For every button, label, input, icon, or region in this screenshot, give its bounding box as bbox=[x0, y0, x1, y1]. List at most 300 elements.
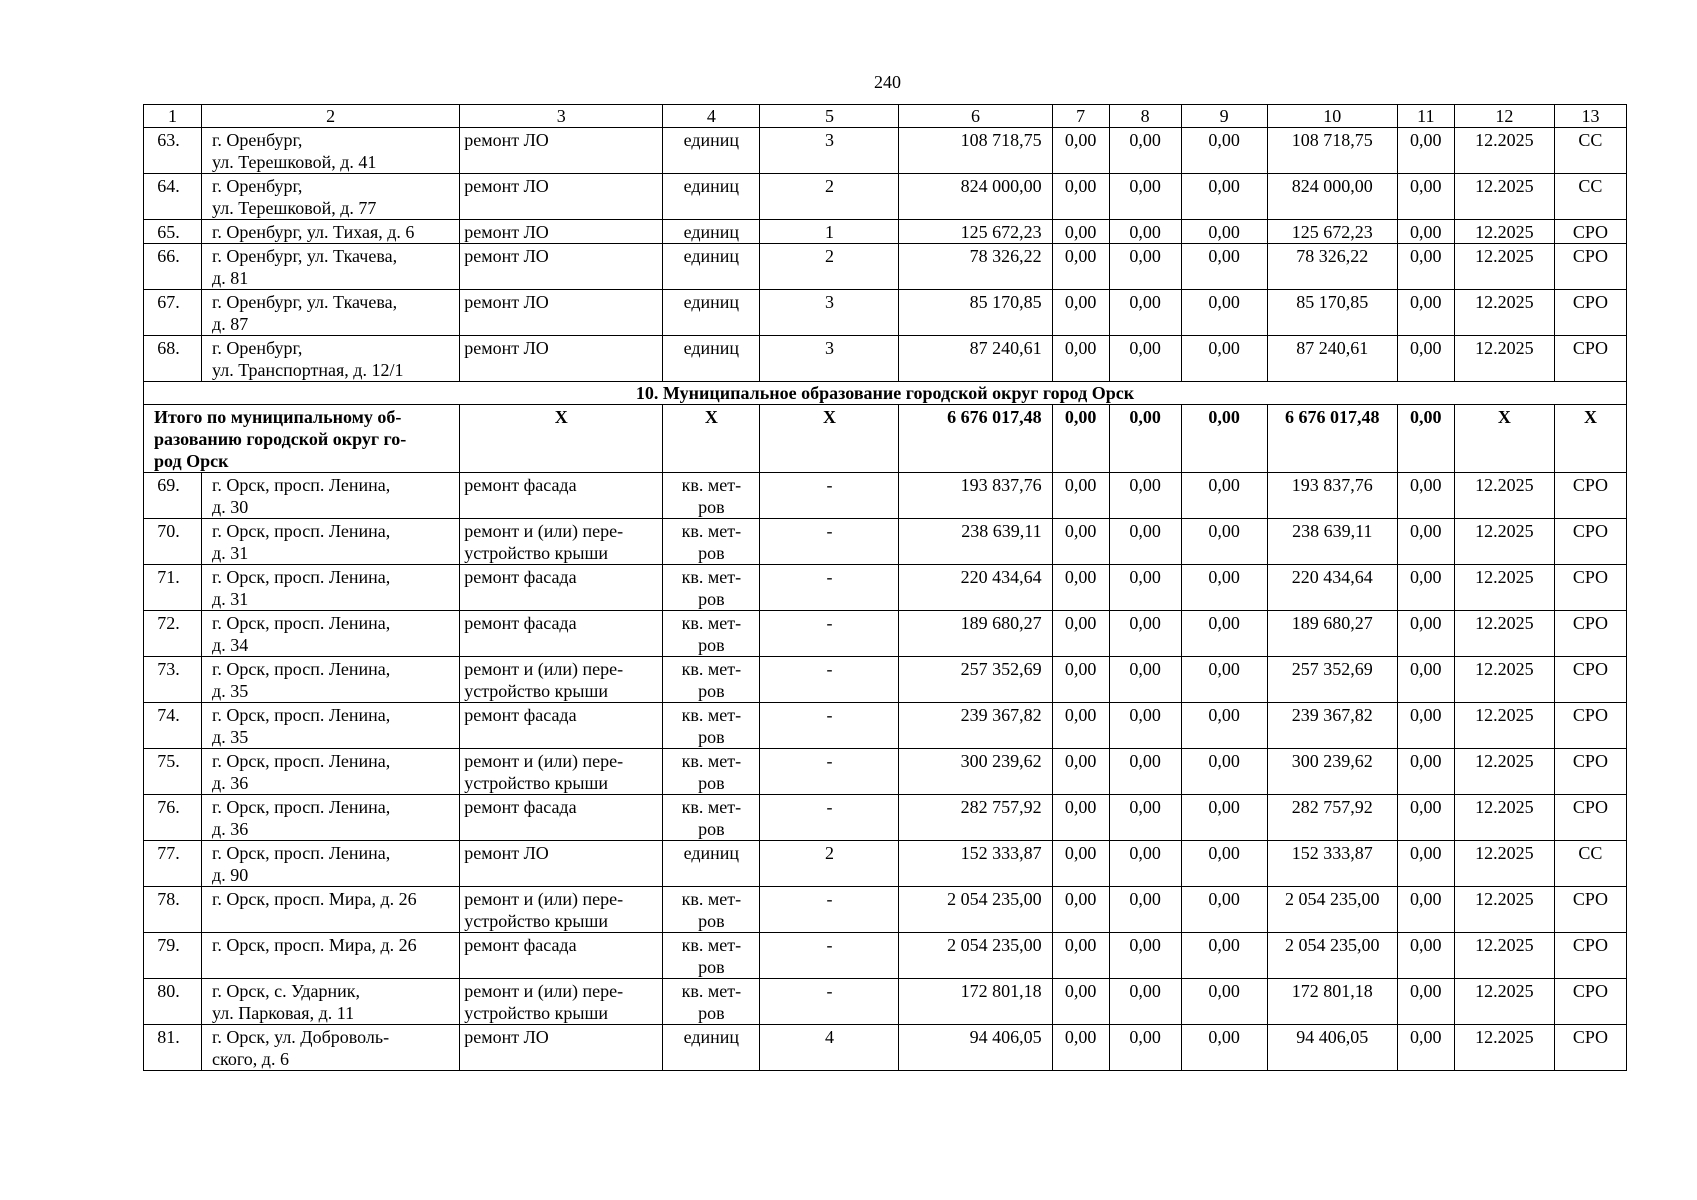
col10-cell: 257 352,69 bbox=[1267, 657, 1397, 703]
unit-cell-line: ров bbox=[698, 681, 725, 701]
deadline-cell: 12.2025 bbox=[1454, 290, 1554, 336]
col10-cell: 78 326,22 bbox=[1267, 244, 1397, 290]
col9-cell: 0,00 bbox=[1181, 220, 1267, 244]
col11-cell: 0,00 bbox=[1397, 749, 1454, 795]
unit-cell-line: ров bbox=[698, 497, 725, 517]
column-header: 6 bbox=[899, 105, 1052, 128]
method-cell: СРО bbox=[1554, 611, 1626, 657]
work-type-cell-line: ремонт ЛО bbox=[464, 292, 549, 312]
col11-cell: 0,00 bbox=[1397, 841, 1454, 887]
col7-cell: 0,00 bbox=[1052, 1025, 1109, 1071]
col9-cell: 0,00 bbox=[1181, 128, 1267, 174]
total-cost-cell: 824 000,00 bbox=[899, 174, 1052, 220]
table-row bbox=[144, 519, 1627, 565]
deadline-cell: 12.2025 bbox=[1454, 220, 1554, 244]
row-number: 74. bbox=[144, 703, 202, 749]
unit-cell bbox=[663, 519, 760, 565]
total-cost-cell: 125 672,23 bbox=[899, 220, 1052, 244]
column-header: 3 bbox=[460, 105, 663, 128]
address-cell-line: г. Оренбург, bbox=[212, 130, 303, 150]
unit-cell-line: единиц bbox=[683, 246, 740, 266]
work-type-cell-line: ремонт фасада bbox=[464, 567, 577, 587]
unit-cell-line: ров bbox=[698, 727, 725, 747]
unit-cell-line: единиц bbox=[683, 222, 740, 242]
total-c11-cell: 0,00 bbox=[1397, 405, 1454, 473]
address-cell bbox=[202, 220, 460, 244]
unit-cell-line: кв. мет- bbox=[681, 935, 742, 955]
unit-cell bbox=[663, 703, 760, 749]
table-row bbox=[144, 703, 1627, 749]
work-type-cell-line: устройство крыши bbox=[464, 773, 608, 793]
col9-cell: 0,00 bbox=[1181, 887, 1267, 933]
col10-cell: 172 801,18 bbox=[1267, 979, 1397, 1025]
unit-cell bbox=[663, 565, 760, 611]
unit-cell bbox=[663, 749, 760, 795]
work-type-cell bbox=[460, 703, 663, 749]
col8-cell: 0,00 bbox=[1109, 336, 1181, 382]
total-cost-cell: 189 680,27 bbox=[899, 611, 1052, 657]
col9-cell: 0,00 bbox=[1181, 290, 1267, 336]
total-cost-cell: 238 639,11 bbox=[899, 519, 1052, 565]
unit-cell-line: кв. мет- bbox=[681, 659, 742, 679]
column-header: 1 bbox=[144, 105, 202, 128]
col7-cell: 0,00 bbox=[1052, 244, 1109, 290]
deadline-cell: 12.2025 bbox=[1454, 244, 1554, 290]
col10-cell: 2 054 235,00 bbox=[1267, 933, 1397, 979]
column-header: 13 bbox=[1554, 105, 1626, 128]
deadline-cell: 12.2025 bbox=[1454, 749, 1554, 795]
table-row bbox=[144, 933, 1627, 979]
row-number: 77. bbox=[144, 841, 202, 887]
col8-cell: 0,00 bbox=[1109, 290, 1181, 336]
deadline-cell: 12.2025 bbox=[1454, 657, 1554, 703]
work-type-cell bbox=[460, 336, 663, 382]
address-cell-line: г. Оренбург, bbox=[212, 176, 303, 196]
col7-cell: 0,00 bbox=[1052, 657, 1109, 703]
address-cell-line: г. Орск, просп. Мира, д. 26 bbox=[212, 935, 417, 955]
total-c5-cell: Х bbox=[760, 405, 899, 473]
method-cell: СРО bbox=[1554, 565, 1626, 611]
work-type-cell-line: ремонт и (или) пере- bbox=[464, 889, 624, 909]
method-cell: СРО bbox=[1554, 473, 1626, 519]
deadline-cell: 12.2025 bbox=[1454, 174, 1554, 220]
address-cell-line: г. Орск, с. Ударник, bbox=[212, 981, 360, 1001]
work-type-cell-line: ремонт ЛО bbox=[464, 843, 549, 863]
address-cell bbox=[202, 244, 460, 290]
unit-cell-line: ров bbox=[698, 635, 725, 655]
address-cell bbox=[202, 703, 460, 749]
total-label-line: разованию городской округ го- bbox=[154, 429, 407, 449]
address-cell-line: г. Орск, просп. Ленина, bbox=[212, 521, 391, 541]
work-type-cell bbox=[460, 174, 663, 220]
work-type-cell-line: устройство крыши bbox=[464, 543, 608, 563]
col9-cell: 0,00 bbox=[1181, 611, 1267, 657]
total-c8-cell: 0,00 bbox=[1109, 405, 1181, 473]
address-cell-line: ского, д. 6 bbox=[212, 1049, 289, 1069]
table-row bbox=[144, 220, 1627, 244]
deadline-cell: 12.2025 bbox=[1454, 1025, 1554, 1071]
method-cell: СРО bbox=[1554, 657, 1626, 703]
row-number: 78. bbox=[144, 887, 202, 933]
unit-cell-line: кв. мет- bbox=[681, 705, 742, 725]
col7-cell: 0,00 bbox=[1052, 979, 1109, 1025]
col9-cell: 0,00 bbox=[1181, 703, 1267, 749]
unit-cell-line: ров bbox=[698, 819, 725, 839]
total-cost-cell: 239 367,82 bbox=[899, 703, 1052, 749]
unit-cell bbox=[663, 290, 760, 336]
col8-cell: 0,00 bbox=[1109, 703, 1181, 749]
address-cell bbox=[202, 749, 460, 795]
unit-cell bbox=[663, 887, 760, 933]
col10-cell: 189 680,27 bbox=[1267, 611, 1397, 657]
row-number: 80. bbox=[144, 979, 202, 1025]
method-cell: СРО bbox=[1554, 703, 1626, 749]
work-type-cell bbox=[460, 128, 663, 174]
unit-cell bbox=[663, 933, 760, 979]
deadline-cell: 12.2025 bbox=[1454, 565, 1554, 611]
table-row bbox=[144, 795, 1627, 841]
table-row bbox=[144, 336, 1627, 382]
address-cell-line: г. Орск, просп. Ленина, bbox=[212, 843, 391, 863]
unit-cell-line: ров bbox=[698, 543, 725, 563]
col9-cell: 0,00 bbox=[1181, 749, 1267, 795]
address-cell bbox=[202, 473, 460, 519]
col11-cell: 0,00 bbox=[1397, 244, 1454, 290]
col7-cell: 0,00 bbox=[1052, 336, 1109, 382]
column-header: 9 bbox=[1181, 105, 1267, 128]
col10-cell: 282 757,92 bbox=[1267, 795, 1397, 841]
col10-cell: 85 170,85 bbox=[1267, 290, 1397, 336]
col8-cell: 0,00 bbox=[1109, 519, 1181, 565]
unit-cell bbox=[663, 657, 760, 703]
col11-cell: 0,00 bbox=[1397, 336, 1454, 382]
work-type-cell bbox=[460, 795, 663, 841]
address-cell-line: ул. Терешковой, д. 41 bbox=[212, 152, 377, 172]
row-number: 70. bbox=[144, 519, 202, 565]
total-cost-cell: 2 054 235,00 bbox=[899, 887, 1052, 933]
quantity-cell: 3 bbox=[760, 128, 899, 174]
unit-cell-line: кв. мет- bbox=[681, 613, 742, 633]
col8-cell: 0,00 bbox=[1109, 473, 1181, 519]
work-type-cell-line: ремонт фасада bbox=[464, 705, 577, 725]
total-cost-cell: 193 837,76 bbox=[899, 473, 1052, 519]
deadline-cell: 12.2025 bbox=[1454, 841, 1554, 887]
work-type-cell-line: ремонт ЛО bbox=[464, 246, 549, 266]
column-header: 11 bbox=[1397, 105, 1454, 128]
col8-cell: 0,00 bbox=[1109, 933, 1181, 979]
unit-cell bbox=[663, 841, 760, 887]
address-cell bbox=[202, 979, 460, 1025]
total-c13-cell: Х bbox=[1554, 405, 1626, 473]
col7-cell: 0,00 bbox=[1052, 128, 1109, 174]
column-header: 2 bbox=[202, 105, 460, 128]
unit-cell-line: кв. мет- bbox=[681, 751, 742, 771]
row-number: 73. bbox=[144, 657, 202, 703]
col10-cell: 239 367,82 bbox=[1267, 703, 1397, 749]
unit-cell bbox=[663, 244, 760, 290]
total-cost-cell: 220 434,64 bbox=[899, 565, 1052, 611]
table-row bbox=[144, 887, 1627, 933]
work-type-cell bbox=[460, 244, 663, 290]
col9-cell: 0,00 bbox=[1181, 244, 1267, 290]
column-header: 5 bbox=[760, 105, 899, 128]
quantity-cell: - bbox=[760, 933, 899, 979]
col7-cell: 0,00 bbox=[1052, 611, 1109, 657]
total-row bbox=[144, 405, 1627, 473]
work-type-cell-line: ремонт фасада bbox=[464, 475, 577, 495]
col7-cell: 0,00 bbox=[1052, 290, 1109, 336]
col11-cell: 0,00 bbox=[1397, 174, 1454, 220]
quantity-cell: - bbox=[760, 887, 899, 933]
work-type-cell-line: ремонт и (или) пере- bbox=[464, 521, 624, 541]
table-row bbox=[144, 657, 1627, 703]
address-cell-line: г. Орск, просп. Ленина, bbox=[212, 797, 391, 817]
col11-cell: 0,00 bbox=[1397, 979, 1454, 1025]
address-cell-line: д. 87 bbox=[212, 314, 249, 334]
deadline-cell: 12.2025 bbox=[1454, 795, 1554, 841]
col11-cell: 0,00 bbox=[1397, 657, 1454, 703]
address-cell-line: ул. Транспортная, д. 12/1 bbox=[212, 360, 404, 380]
address-cell-line: д. 30 bbox=[212, 497, 249, 517]
quantity-cell: - bbox=[760, 611, 899, 657]
col8-cell: 0,00 bbox=[1109, 1025, 1181, 1071]
method-cell: СРО bbox=[1554, 290, 1626, 336]
deadline-cell: 12.2025 bbox=[1454, 336, 1554, 382]
unit-cell-line: ров bbox=[698, 589, 725, 609]
address-cell bbox=[202, 933, 460, 979]
deadline-cell: 12.2025 bbox=[1454, 128, 1554, 174]
col11-cell: 0,00 bbox=[1397, 128, 1454, 174]
quantity-cell: - bbox=[760, 473, 899, 519]
address-cell bbox=[202, 290, 460, 336]
quantity-cell: - bbox=[760, 657, 899, 703]
total-label-line: Итого по муниципальному об- bbox=[154, 407, 402, 427]
deadline-cell: 12.2025 bbox=[1454, 887, 1554, 933]
total-cost-cell: 78 326,22 bbox=[899, 244, 1052, 290]
unit-cell-line: ров bbox=[698, 1003, 725, 1023]
col7-cell: 0,00 bbox=[1052, 795, 1109, 841]
unit-cell-line: единиц bbox=[683, 130, 740, 150]
address-cell-line: г. Орск, просп. Мира, д. 26 bbox=[212, 889, 417, 909]
work-type-cell-line: ремонт фасада bbox=[464, 935, 577, 955]
total-cost-cell: 257 352,69 bbox=[899, 657, 1052, 703]
address-cell-line: г. Орск, просп. Ленина, bbox=[212, 613, 391, 633]
col8-cell: 0,00 bbox=[1109, 611, 1181, 657]
col8-cell: 0,00 bbox=[1109, 565, 1181, 611]
col11-cell: 0,00 bbox=[1397, 565, 1454, 611]
quantity-cell: 4 bbox=[760, 1025, 899, 1071]
quantity-cell: - bbox=[760, 979, 899, 1025]
address-cell bbox=[202, 795, 460, 841]
col10-cell: 238 639,11 bbox=[1267, 519, 1397, 565]
method-cell: СРО bbox=[1554, 519, 1626, 565]
address-cell-line: д. 35 bbox=[212, 727, 249, 747]
col11-cell: 0,00 bbox=[1397, 611, 1454, 657]
work-type-cell-line: ремонт ЛО bbox=[464, 1027, 549, 1047]
quantity-cell: 2 bbox=[760, 244, 899, 290]
address-cell bbox=[202, 611, 460, 657]
total-c12-cell: Х bbox=[1454, 405, 1554, 473]
column-header: 10 bbox=[1267, 105, 1397, 128]
col10-cell: 87 240,61 bbox=[1267, 336, 1397, 382]
col10-cell: 193 837,76 bbox=[1267, 473, 1397, 519]
work-type-cell bbox=[460, 979, 663, 1025]
unit-cell-line: ров bbox=[698, 773, 725, 793]
work-type-cell bbox=[460, 657, 663, 703]
col8-cell: 0,00 bbox=[1109, 887, 1181, 933]
column-header: 4 bbox=[663, 105, 760, 128]
col10-cell: 220 434,64 bbox=[1267, 565, 1397, 611]
work-type-cell bbox=[460, 519, 663, 565]
col10-cell: 824 000,00 bbox=[1267, 174, 1397, 220]
address-cell-line: д. 90 bbox=[212, 865, 249, 885]
col7-cell: 0,00 bbox=[1052, 174, 1109, 220]
unit-cell-line: кв. мет- bbox=[681, 889, 742, 909]
address-cell-line: ул. Терешковой, д. 77 bbox=[212, 198, 377, 218]
col11-cell: 0,00 bbox=[1397, 795, 1454, 841]
method-cell: СРО bbox=[1554, 749, 1626, 795]
unit-cell bbox=[663, 220, 760, 244]
table-row bbox=[144, 473, 1627, 519]
work-type-cell bbox=[460, 933, 663, 979]
deadline-cell: 12.2025 bbox=[1454, 933, 1554, 979]
table-row bbox=[144, 174, 1627, 220]
address-cell bbox=[202, 657, 460, 703]
work-type-cell-line: ремонт фасада bbox=[464, 613, 577, 633]
address-cell bbox=[202, 519, 460, 565]
col11-cell: 0,00 bbox=[1397, 519, 1454, 565]
col9-cell: 0,00 bbox=[1181, 565, 1267, 611]
col11-cell: 0,00 bbox=[1397, 703, 1454, 749]
col10-cell: 94 406,05 bbox=[1267, 1025, 1397, 1071]
work-type-cell-line: ремонт и (или) пере- bbox=[464, 981, 624, 1001]
work-type-cell bbox=[460, 887, 663, 933]
unit-cell bbox=[663, 174, 760, 220]
work-type-cell-line: ремонт и (или) пере- bbox=[464, 751, 624, 771]
col11-cell: 0,00 bbox=[1397, 933, 1454, 979]
col8-cell: 0,00 bbox=[1109, 795, 1181, 841]
unit-cell-line: кв. мет- bbox=[681, 475, 742, 495]
unit-cell-line: кв. мет- bbox=[681, 797, 742, 817]
address-cell-line: г. Оренбург, ул. Ткачева, bbox=[212, 292, 398, 312]
total-cost-cell: 85 170,85 bbox=[899, 290, 1052, 336]
work-type-cell-line: ремонт ЛО bbox=[464, 130, 549, 150]
table-row bbox=[144, 565, 1627, 611]
unit-cell-line: ров bbox=[698, 957, 725, 977]
method-cell: СС bbox=[1554, 174, 1626, 220]
col11-cell: 0,00 bbox=[1397, 220, 1454, 244]
col10-cell: 125 672,23 bbox=[1267, 220, 1397, 244]
address-cell bbox=[202, 336, 460, 382]
col9-cell: 0,00 bbox=[1181, 979, 1267, 1025]
quantity-cell: 3 bbox=[760, 336, 899, 382]
unit-cell bbox=[663, 795, 760, 841]
column-header: 12 bbox=[1454, 105, 1554, 128]
table-row bbox=[144, 128, 1627, 174]
unit-cell bbox=[663, 128, 760, 174]
work-type-cell bbox=[460, 1025, 663, 1071]
quantity-cell: 2 bbox=[760, 841, 899, 887]
address-cell-line: д. 36 bbox=[212, 819, 249, 839]
col9-cell: 0,00 bbox=[1181, 1025, 1267, 1071]
address-cell-line: д. 31 bbox=[212, 589, 249, 609]
address-cell-line: г. Оренбург, ул. Тихая, д. 6 bbox=[212, 222, 415, 242]
col10-cell: 300 239,62 bbox=[1267, 749, 1397, 795]
col9-cell: 0,00 bbox=[1181, 933, 1267, 979]
col8-cell: 0,00 bbox=[1109, 244, 1181, 290]
row-number: 66. bbox=[144, 244, 202, 290]
row-number: 75. bbox=[144, 749, 202, 795]
col7-cell: 0,00 bbox=[1052, 933, 1109, 979]
deadline-cell: 12.2025 bbox=[1454, 473, 1554, 519]
address-cell-line: д. 36 bbox=[212, 773, 249, 793]
work-type-cell bbox=[460, 290, 663, 336]
quantity-cell: - bbox=[760, 565, 899, 611]
table-row bbox=[144, 1025, 1627, 1071]
work-type-cell bbox=[460, 841, 663, 887]
row-number: 81. bbox=[144, 1025, 202, 1071]
row-number: 72. bbox=[144, 611, 202, 657]
col8-cell: 0,00 bbox=[1109, 657, 1181, 703]
total-c7-cell: 0,00 bbox=[1052, 405, 1109, 473]
method-cell: СРО bbox=[1554, 336, 1626, 382]
method-cell: СРО bbox=[1554, 795, 1626, 841]
method-cell: СРО bbox=[1554, 979, 1626, 1025]
total-label bbox=[144, 405, 460, 473]
work-type-cell-line: ремонт ЛО bbox=[464, 338, 549, 358]
address-cell-line: ул. Парковая, д. 11 bbox=[212, 1003, 355, 1023]
col7-cell: 0,00 bbox=[1052, 473, 1109, 519]
col8-cell: 0,00 bbox=[1109, 979, 1181, 1025]
total-c10-cell: 6 676 017,48 bbox=[1267, 405, 1397, 473]
address-cell bbox=[202, 1025, 460, 1071]
table-row bbox=[144, 290, 1627, 336]
page-number: 240 bbox=[874, 72, 901, 92]
unit-cell-line: кв. мет- bbox=[681, 981, 742, 1001]
method-cell: СРО bbox=[1554, 220, 1626, 244]
col8-cell: 0,00 bbox=[1109, 128, 1181, 174]
col9-cell: 0,00 bbox=[1181, 657, 1267, 703]
method-cell: СРО bbox=[1554, 1025, 1626, 1071]
col9-cell: 0,00 bbox=[1181, 473, 1267, 519]
table-row bbox=[144, 749, 1627, 795]
row-number: 69. bbox=[144, 473, 202, 519]
work-type-cell-line: устройство крыши bbox=[464, 911, 608, 931]
unit-cell-line: единиц bbox=[683, 176, 740, 196]
total-cost-cell: 300 239,62 bbox=[899, 749, 1052, 795]
col7-cell: 0,00 bbox=[1052, 220, 1109, 244]
section-title: 10. Муниципальное образование городской округ город Орск bbox=[144, 382, 1627, 405]
quantity-cell: 3 bbox=[760, 290, 899, 336]
table-row bbox=[144, 979, 1627, 1025]
row-number: 64. bbox=[144, 174, 202, 220]
total-cost-cell: 152 333,87 bbox=[899, 841, 1052, 887]
col9-cell: 0,00 bbox=[1181, 795, 1267, 841]
col9-cell: 0,00 bbox=[1181, 841, 1267, 887]
col11-cell: 0,00 bbox=[1397, 1025, 1454, 1071]
quantity-cell: - bbox=[760, 795, 899, 841]
quantity-cell: 2 bbox=[760, 174, 899, 220]
total-cost-cell: 2 054 235,00 bbox=[899, 933, 1052, 979]
deadline-cell: 12.2025 bbox=[1454, 611, 1554, 657]
address-cell bbox=[202, 565, 460, 611]
total-c6-cell: 6 676 017,48 bbox=[899, 405, 1052, 473]
unit-cell bbox=[663, 611, 760, 657]
work-type-cell-line: ремонт ЛО bbox=[464, 176, 549, 196]
col11-cell: 0,00 bbox=[1397, 290, 1454, 336]
col11-cell: 0,00 bbox=[1397, 473, 1454, 519]
work-type-cell-line: ремонт ЛО bbox=[464, 222, 549, 242]
